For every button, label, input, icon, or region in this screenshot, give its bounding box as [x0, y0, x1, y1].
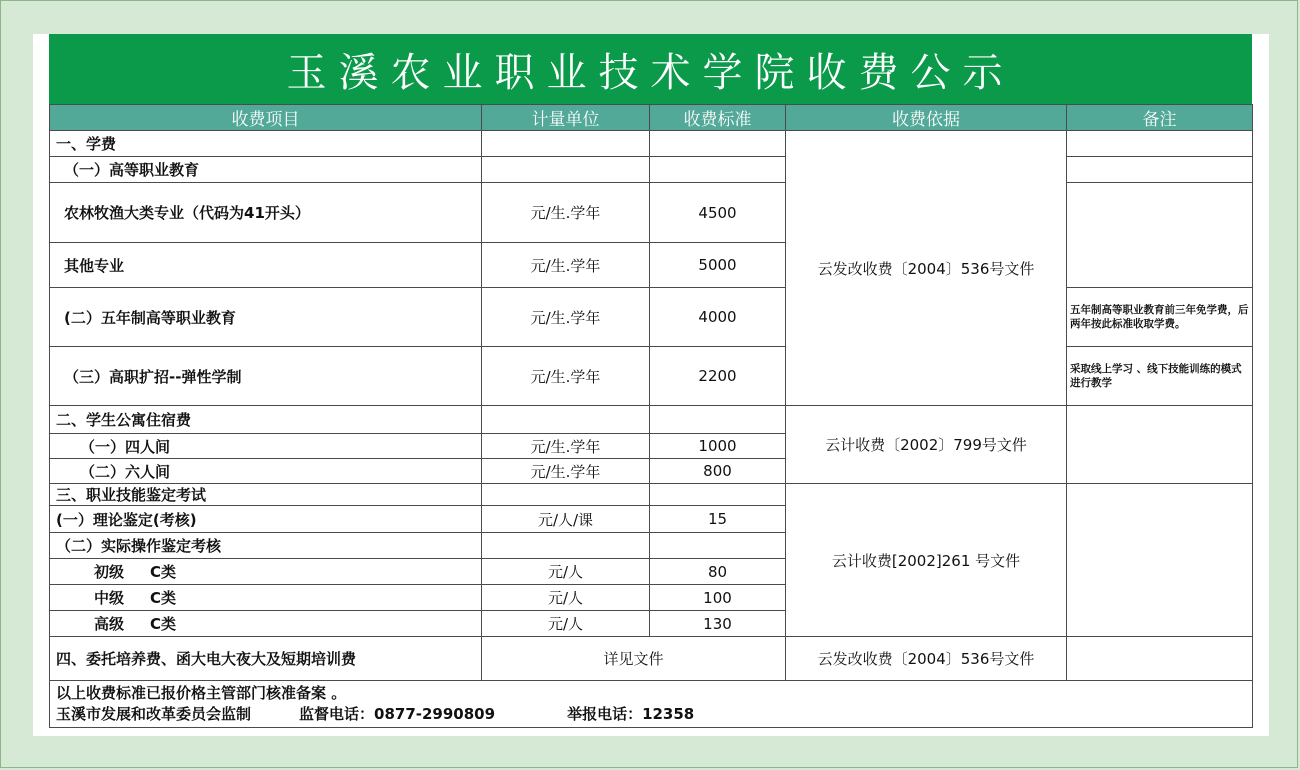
fee-cell: 800 [650, 459, 786, 484]
empty-cell [1067, 131, 1253, 157]
fee-cell: 5000 [650, 243, 786, 288]
empty-cell [482, 533, 650, 559]
footer-note: 以上收费标准已报价格主管部门核准备案 。 [56, 684, 347, 702]
fee-cell: 15 [650, 506, 786, 533]
unit-cell: 元/生.学年 [482, 288, 650, 347]
row-label [50, 559, 482, 585]
empty-cell [650, 131, 786, 157]
header-basis: 收费依据 [786, 105, 1067, 131]
fee-cell: 80 [650, 559, 786, 585]
unit-cell: 元/人/课 [482, 506, 650, 533]
unit-cell: 元/人 [482, 585, 650, 611]
row-label: （一）四人间 [50, 434, 482, 459]
unit-cell: 元/人 [482, 611, 650, 637]
empty-cell [482, 484, 650, 506]
header-remark: 备注 [1067, 105, 1253, 131]
report-phone: 举报电话：12358 [567, 705, 695, 723]
table-row [50, 288, 1253, 347]
header-unit: 计量单位 [482, 105, 650, 131]
empty-cell [1067, 637, 1253, 681]
header-item: 收费项目 [50, 105, 482, 131]
fee-cell: 130 [650, 611, 786, 637]
row-label: (二）五年制高等职业教育 [50, 288, 482, 347]
empty-cell [1067, 183, 1253, 288]
row-label: (一）理论鉴定(考核) [50, 506, 482, 533]
table-row [50, 183, 1253, 243]
class-label: C类 [150, 615, 177, 633]
unit-cell: 元/生.学年 [482, 183, 650, 243]
empty-cell [482, 406, 650, 434]
footer [50, 681, 1253, 728]
supervise-phone: 监督电话：0877-2990809 [299, 705, 496, 723]
row-label [50, 611, 482, 637]
empty-cell [650, 533, 786, 559]
table-row [50, 347, 1253, 406]
unit-cell: 元/生.学年 [482, 347, 650, 406]
footer-row [50, 681, 1253, 728]
row-label: （一）高等职业教育 [50, 157, 482, 183]
table-header-row [50, 105, 1253, 131]
empty-cell [1067, 406, 1253, 484]
row-label: 三、职业技能鉴定考试 [50, 484, 482, 506]
row-label: 四、委托培养费、函大电大夜大及短期培训费 [50, 637, 482, 681]
row-label: 其他专业 [50, 243, 482, 288]
row-label: 农林牧渔大类专业（代码为41开头） [50, 183, 482, 243]
unit-cell: 元/生.学年 [482, 243, 650, 288]
empty-cell [482, 131, 650, 157]
table-row [50, 637, 1253, 681]
fee-cell: 1000 [650, 434, 786, 459]
empty-cell [1067, 157, 1253, 183]
row-label: 二、学生公寓住宿费 [50, 406, 482, 434]
supervisor: 玉溪市发展和改革委员会监制 [56, 705, 252, 723]
level-label: 中级 [94, 589, 125, 607]
page-title: 玉溪农业职业技术学院收费公示 [49, 34, 1252, 104]
footer-contacts [56, 704, 1246, 725]
empty-cell [650, 484, 786, 506]
row-label [50, 585, 482, 611]
row-label: （二）实际操作鉴定考核 [50, 533, 482, 559]
table-row [50, 406, 1253, 434]
row-label: （三）高职扩招--弹性学制 [50, 347, 482, 406]
basis-exam: 云计收费[2002]261 号文件 [786, 484, 1067, 637]
empty-cell [650, 406, 786, 434]
table-row [50, 484, 1253, 506]
fee-table [49, 104, 1253, 728]
empty-cell [1067, 484, 1253, 637]
unit-cell: 元/生.学年 [482, 459, 650, 484]
header-standard: 收费标准 [650, 105, 786, 131]
empty-cell [482, 157, 650, 183]
level-label: 高级 [94, 615, 125, 633]
fee-cell: 4000 [650, 288, 786, 347]
level-label: 初级 [94, 563, 125, 581]
unit-cell: 元/生.学年 [482, 434, 650, 459]
empty-cell [650, 157, 786, 183]
basis-entrusted: 云发改收费〔2004〕536号文件 [786, 637, 1067, 681]
table-row [50, 157, 1253, 183]
row-label: （二）六人间 [50, 459, 482, 484]
remark-expanded: 采取线上学习 、线下技能训练的模式进行教学 [1067, 347, 1253, 406]
unit-cell: 元/人 [482, 559, 650, 585]
fee-cell: 2200 [650, 347, 786, 406]
fee-cell: 4500 [650, 183, 786, 243]
basis-tuition: 云发改收费〔2004〕536号文件 [786, 131, 1067, 406]
row-label: 一、学费 [50, 131, 482, 157]
table-row [50, 131, 1253, 157]
remark-five-year: 五年制高等职业教育前三年免学费，后两年按此标准收取学费。 [1067, 288, 1253, 347]
class-label: C类 [150, 563, 177, 581]
fee-cell: 100 [650, 585, 786, 611]
unit-cell: 详见文件 [482, 637, 786, 681]
basis-dorm: 云计收费〔2002〕799号文件 [786, 406, 1067, 484]
class-label: C类 [150, 589, 177, 607]
